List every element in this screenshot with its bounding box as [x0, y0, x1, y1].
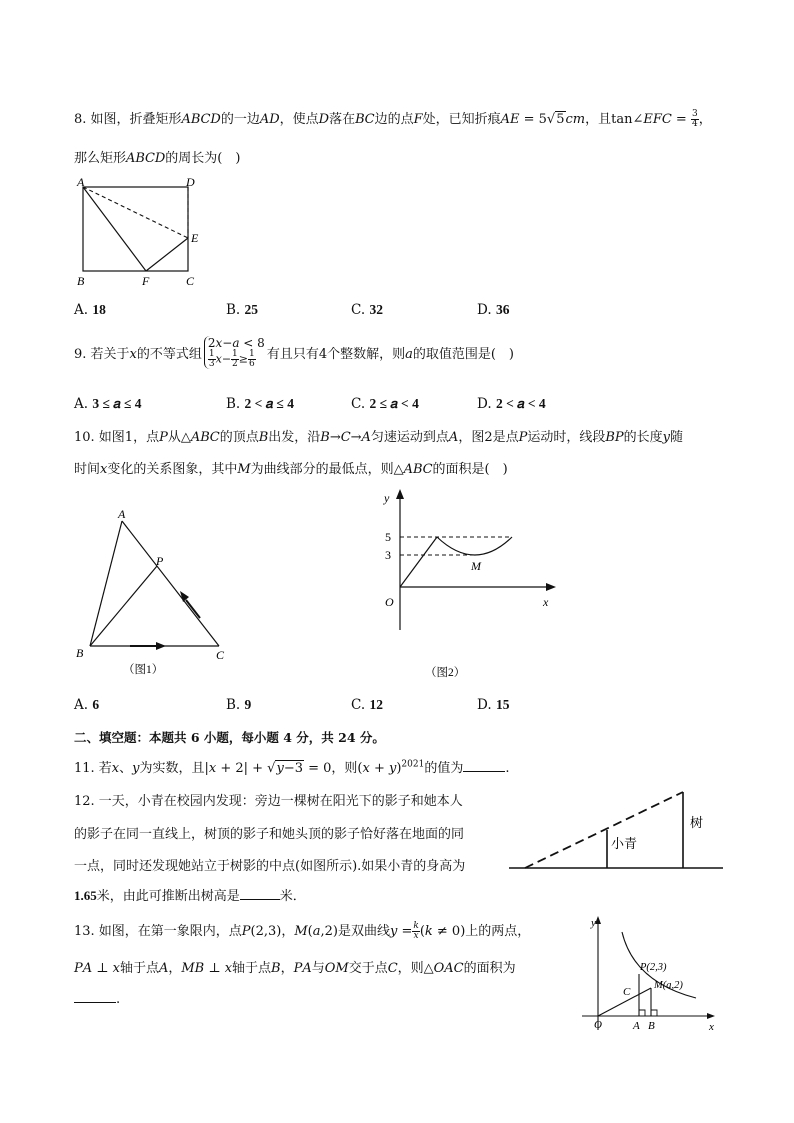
q10-figure2 [365, 485, 565, 685]
answer-blank[interactable] [74, 990, 116, 1003]
q13-line2: 𝑃𝐴 ⊥ 𝑥轴于点𝐴，𝑀𝐵 ⊥ 𝑥轴于点𝐵，𝑃𝐴与𝑂𝑀交于点𝐶，则△𝑂𝐴𝐶的面积为 [74, 961, 516, 976]
q10-stem-line1: 10. 如图1，点𝑃从△𝐴𝐵𝐶的顶点𝐵出发，沿𝐵→𝐶→𝐴匀速运动到点𝐴，图2是点𝑃运动时，线段𝐵𝑃的长度𝑦随 [74, 430, 683, 445]
q8-option-a[interactable]: A. 18 [74, 302, 106, 318]
sqrt-symbol: √ [546, 112, 556, 127]
inequality-system: 2𝑥−𝑎 < 8 $\frac{1}{3}$ 𝑥− $\frac{1}{2}$ ≥ $\frac{1}{6}$ [204, 336, 265, 369]
side-ac [122, 521, 219, 646]
label-b: B [648, 1020, 655, 1032]
label-x: x [709, 1021, 714, 1033]
q8-option-d[interactable]: D. 36 [477, 302, 510, 318]
arrow-ca-icon [180, 591, 189, 602]
q10-option-d[interactable]: D. 15 [477, 697, 510, 713]
label-o: O [385, 595, 394, 609]
q10-figure1 [70, 503, 240, 683]
q8-fraction: $\frac{3}{4}$ [691, 109, 698, 129]
q12-line4: 1.65米，由此可推断出树高是 米． [74, 888, 306, 904]
label-c: C [216, 648, 225, 662]
right-angle-a [639, 1010, 645, 1016]
q8-option-c[interactable]: C. 32 [351, 302, 383, 318]
q9-option-a[interactable]: A. 3 ≤ 𝑎 ≤ 4 [74, 396, 142, 412]
q8-figure [72, 174, 212, 292]
q13-line3: . [74, 990, 120, 1007]
label-a: A [633, 1020, 640, 1032]
label-f: F [142, 274, 150, 288]
q8-stem-line2: 那么矩形𝐴𝐵𝐶𝐷的周长为( ) [74, 151, 241, 166]
label-o: O [594, 1019, 602, 1031]
label-d: D [186, 175, 195, 189]
tree-label: 树 [690, 815, 704, 830]
label-x: x [543, 595, 549, 609]
q8-stem-line1: 8. 如图，折叠矩形𝐴𝐵𝐶𝐷的一边𝐴𝐷，使点𝐷落在𝐵𝐶边的点𝐹处，已知折痕𝐴𝐸 = 5√5𝑐𝑚，且tan∠𝐸𝐹𝐶 = $\frac{3}{4}$ ， [74, 109, 712, 129]
label-m: M [471, 559, 481, 573]
q9-option-d[interactable]: D. 2 < 𝑎 < 4 [477, 396, 546, 412]
label-c: C [623, 986, 631, 998]
linear-segment [400, 537, 437, 587]
rectangle-abcd [83, 187, 188, 271]
y-axis-arrow-icon [595, 916, 601, 924]
q13-line1: 13. 如图，在第一象限内，点𝑃(2,3)，𝑀(𝑎,2)是双曲线𝑦 = $\frac{\text{𝑘}}{\text{𝑥}}$ (𝑘 ≠ 0)上的两点， [74, 921, 531, 941]
figure2-caption: （图2） [425, 667, 466, 679]
sun-ray-line [525, 792, 683, 868]
x-axis-arrow-icon [707, 1013, 715, 1019]
label-y: y [591, 917, 596, 929]
q10-option-a[interactable]: A. 6 [74, 697, 100, 713]
right-angle-b [651, 1010, 657, 1016]
sqrt-symbol: √ [267, 761, 276, 776]
q13-figure [578, 912, 728, 1037]
y-axis-arrow-icon [396, 489, 404, 499]
figure1-caption: （图1） [123, 664, 164, 676]
q11-stem: 11. 若𝑥、𝑦为实数，且|𝑥 + 2| + √𝑦−3 = 0，则(𝑥 + 𝑦)$^{2021}$的值为 . [74, 759, 510, 776]
label-p: P(2,3) [640, 962, 667, 973]
label-m: M(a,2) [654, 980, 683, 991]
q10-option-c[interactable]: C. 12 [351, 697, 383, 713]
q12-line1: 12. 一天，小青在校园内发现：旁边一棵树在阳光下的影子和她本人 [74, 794, 463, 809]
q8-option-b[interactable]: B. 25 [226, 302, 259, 318]
label-y: y [384, 491, 390, 505]
label-p: P [156, 554, 164, 568]
answer-blank[interactable] [240, 887, 280, 900]
q10-stem-line2: 时间𝑥变化的关系图象，其中𝑀为曲线部分的最低点，则△𝐴𝐵𝐶的面积是( ) [74, 462, 508, 477]
fold-line-ae [83, 187, 188, 238]
tick-5: 5 [385, 530, 391, 544]
q9-stem: 9. 若关于𝑥的不等式组 2𝑥−𝑎 < 8 $\frac{1}{3}$ 𝑥− $\frac{1}{2}$ ≥ $\frac{1}{6}$ 有且只有4个整数解，则𝑎的取值范围是( ) [74, 336, 514, 369]
segment-fe [146, 238, 188, 271]
x-axis-arrow-icon [546, 583, 556, 591]
label-a: A [77, 175, 85, 189]
q12-figure [505, 785, 727, 877]
segment-af [83, 187, 146, 271]
label-e: E [191, 231, 199, 245]
label-a: A [118, 507, 126, 521]
label-b: B [76, 646, 84, 660]
q10-option-b[interactable]: B. 9 [226, 697, 252, 713]
label-c: C [186, 274, 195, 288]
q9-option-c[interactable]: C. 2 ≤ 𝑎 < 4 [351, 396, 419, 412]
person-label: 小青 [611, 836, 638, 851]
tick-3: 3 [385, 548, 391, 562]
label-b: B [77, 274, 85, 288]
q12-line3: 一点，同时还发现她站立于树影的中点(如图所示).如果小青的身高为 [74, 859, 466, 874]
q9-option-b[interactable]: B. 2 < 𝑎 ≤ 4 [226, 396, 294, 412]
curve-segment [437, 537, 512, 555]
q12-line2: 的影子在同一直线上，树顶的影子和她头顶的影子恰好落在地面的同 [74, 827, 465, 842]
answer-blank[interactable] [463, 759, 505, 772]
section-heading: 二、填空题：本题共 6 小题，每小题 4 分，共 24 分。 [74, 730, 385, 745]
